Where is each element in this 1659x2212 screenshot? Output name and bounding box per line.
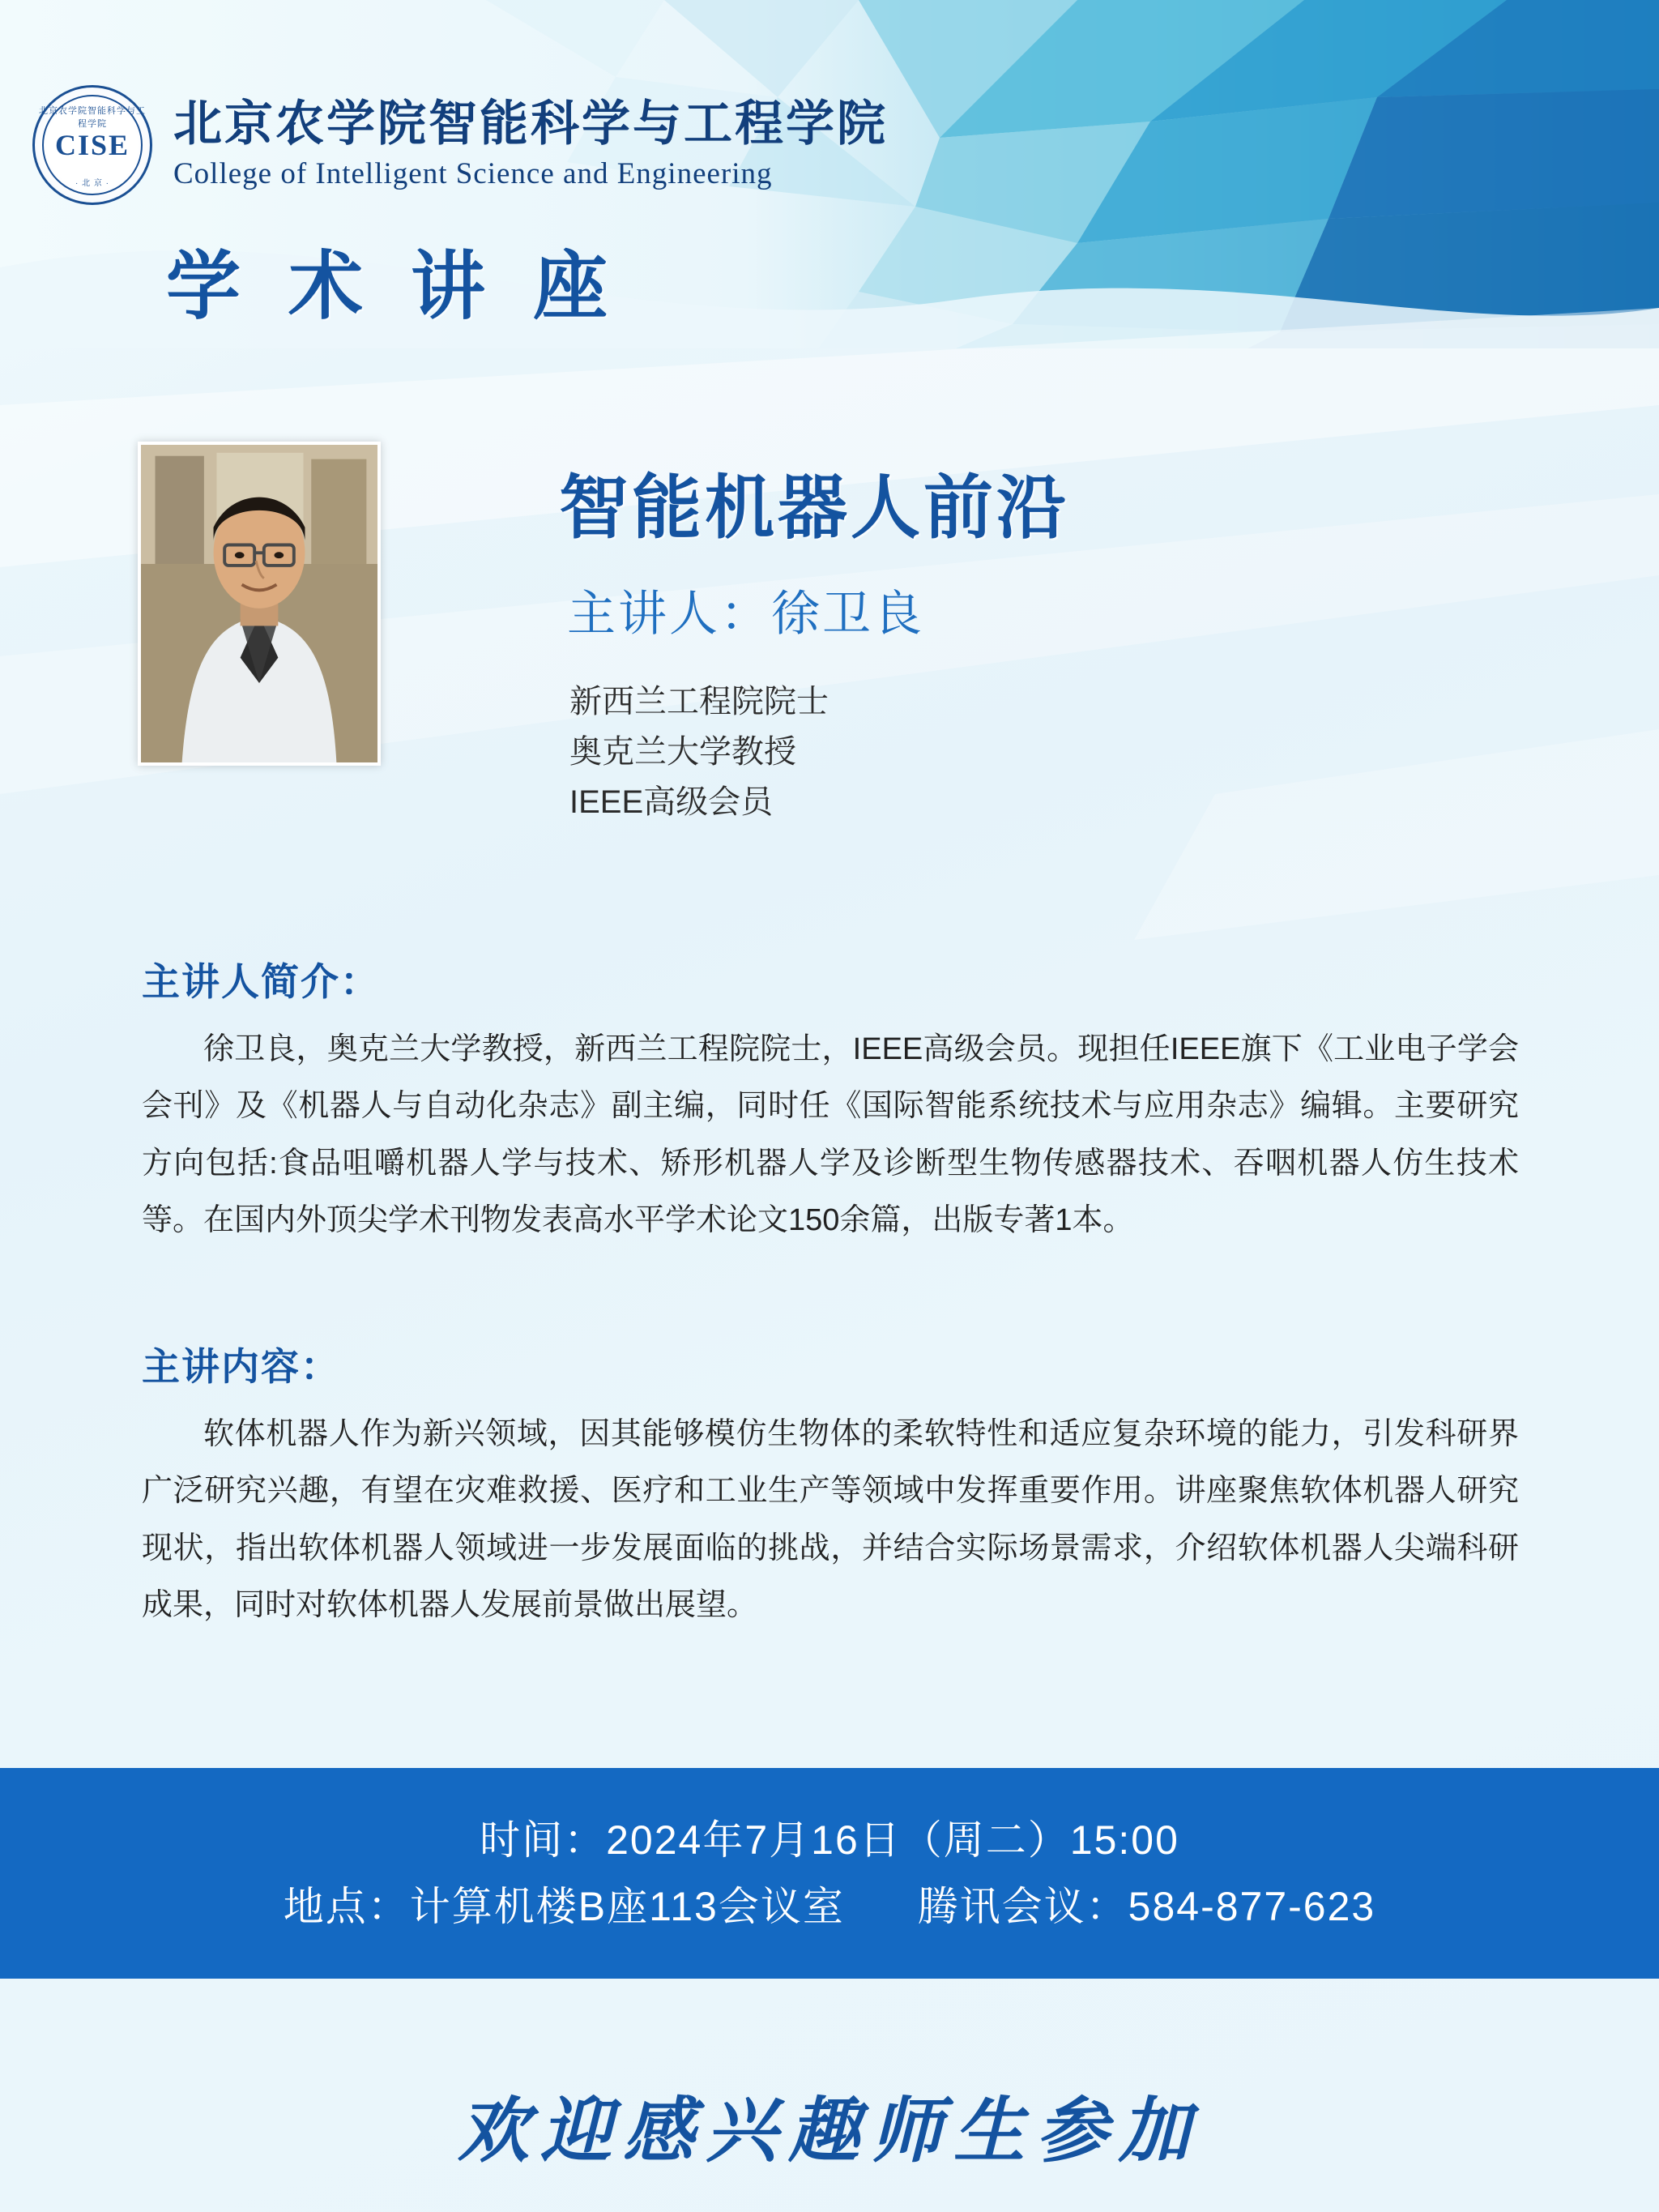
institution-logo-row: [32, 85, 888, 205]
credential-item: 奥克兰大学教授: [569, 734, 796, 770]
event-time: 时间：2024年7月16日（周二）15:00: [480, 1817, 1179, 1863]
event-info-bar: [0, 1768, 1659, 1979]
lecture-title: 智能机器人前沿: [559, 469, 1069, 547]
speaker-credentials: [569, 677, 829, 827]
speaker-name: 主讲人：徐卫良: [567, 587, 924, 641]
seal-arc-bottom-text: · 北 京 ·: [75, 179, 109, 188]
seal-abbreviation: CISE: [54, 129, 130, 161]
institution-name-cn: 北京农学院智能科学与工程学院: [173, 97, 888, 151]
content-section-heading: 主讲内容：: [142, 1345, 340, 1388]
institution-names: [173, 99, 888, 191]
event-place: 地点：计算机楼B座113会议室: [283, 1884, 845, 1929]
credential-item: IEEE高级会员: [569, 784, 774, 820]
bio-section-heading: 主讲人简介：: [142, 960, 380, 1003]
banner-title: 学 术 讲 座: [166, 246, 623, 328]
speaker-block: [0, 433, 1659, 928]
content-section-body: 软体机器人作为新兴领域，因其能够模仿生物体的柔软特性和适应复杂环境的能力，引发科研界广泛研究兴趣，有望在灾难救援、医疗和工业生产等领域中发挥重要作用。讲座聚焦软体机器人研究现状，指出软体机器人领域进一步发展面临的挑战，并结合实际场景需求，介绍软体机器人尖端科研成果，同时对软体机器人发展前景做出展望。: [142, 1417, 1519, 1622]
footer-welcome-text: 欢迎感兴趣师生参加: [457, 2093, 1201, 2171]
bio-section-body: 徐卫良，奥克兰大学教授，新西兰工程院院士，IEEE高级会员。现担任IEEE旗下《工业电子学会会刊》及《机器人与自动化杂志》副主编，同时任《国际智能系统技术与应用杂志》编辑。主要研究方向包括:食品咀嚼机器人学与技术、矫形机器人学及诊断型生物传感器技术、吞咽机器人仿生技术等。在国内外顶尖学术刊物发表高水平学术论文150余篇，出版专著1本。: [142, 1032, 1519, 1237]
seal-arc-top-text: 北京农学院智能科学与工程学院: [39, 106, 146, 129]
speaker-portrait: [138, 442, 381, 766]
university-seal-icon: [32, 85, 152, 205]
event-location-row: [284, 1873, 1375, 1941]
institution-name-en: College of Intelligent Science and Engineering: [173, 157, 773, 190]
credential-item: 新西兰工程院院士: [569, 684, 829, 720]
event-meeting-id: 腾讯会议：584-877-623: [917, 1884, 1376, 1929]
